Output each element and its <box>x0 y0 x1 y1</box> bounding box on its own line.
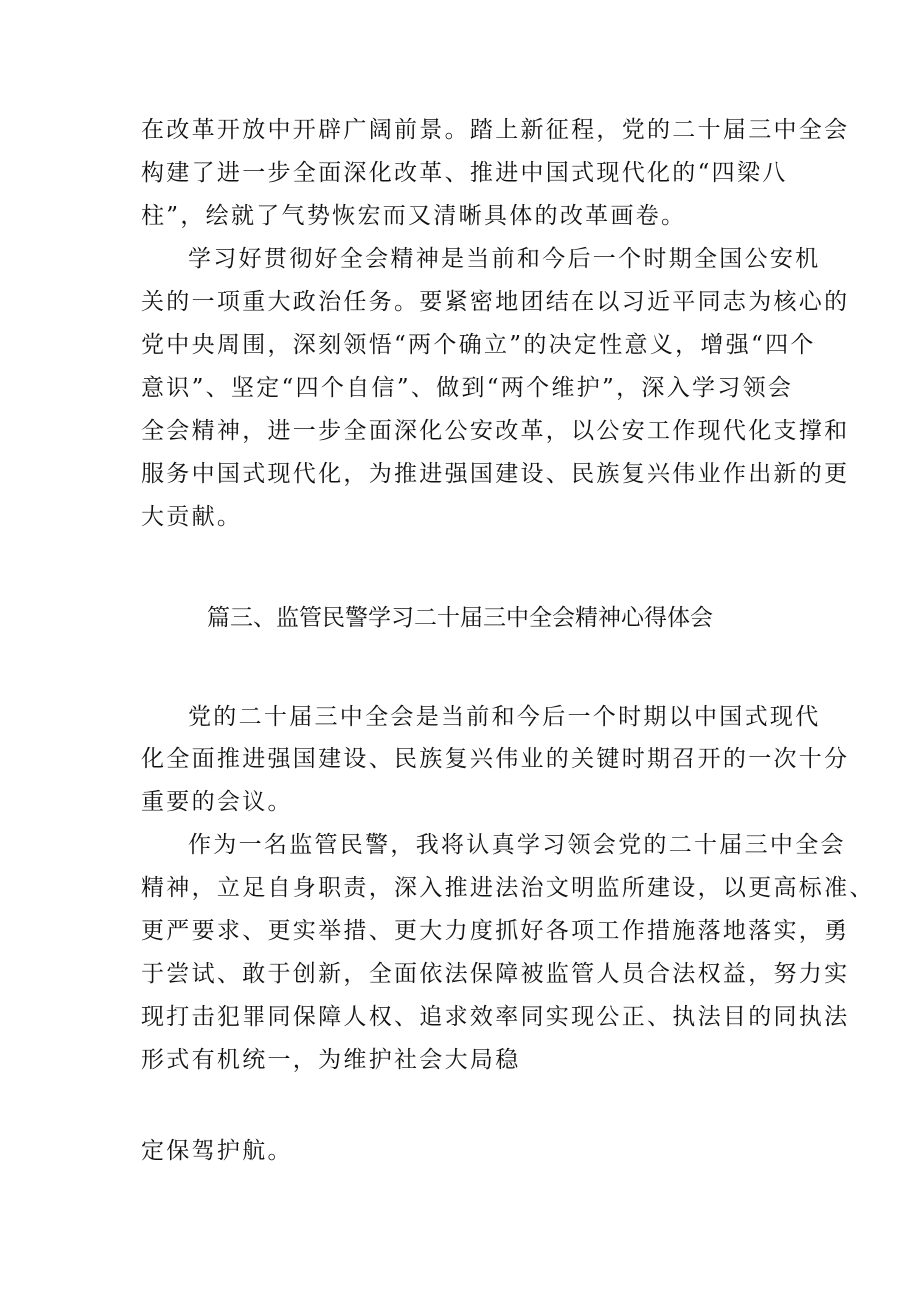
text-line: 柱”，绘就了气势恢宏而又清晰具体的改革画卷。 <box>141 203 687 229</box>
text-line: 意识”、坚定“四个自信”、做到“两个维护”，深入学习领会 <box>141 375 794 401</box>
text-line: 学习好贯彻好全会精神是当前和今后一个时期全国公安机 <box>188 246 821 272</box>
text-line: 重要的会议。 <box>141 789 293 815</box>
text-line: 全会精神，进一步全面深化公安改革，以公安工作现代化支撑和 <box>141 418 850 444</box>
text-line: 作为一名监管民警，我将认真学习领会党的二十届三中全会 <box>188 832 846 858</box>
text-line: 现打击犯罪同保障人权、追求效率同实现公正、执法目的同执法 <box>141 1004 850 1030</box>
text-line: 构建了进一步全面深化改革、推进中国式现代化的“四梁八 <box>141 160 788 186</box>
text-line: 关的一项重大政治任务。要紧密地团结在以习近平同志为核心的 <box>141 289 850 315</box>
trailing-text-line: 定保驾护航。 <box>141 1138 293 1164</box>
text-line: 更严要求、更实举措、更大力度抓好各项工作措施落地落实，勇 <box>141 918 850 944</box>
text-line: 大贡献。 <box>141 504 243 530</box>
text-line: 于尝试、敢于创新，全面依法保障被监管人员合法权益，努力实 <box>141 961 850 987</box>
text-line: 形式有机统一，为维护社会大局稳 <box>141 1047 521 1073</box>
text-line: 在改革开放中开辟广阔前景。踏上新征程，党的二十届三中全会 <box>141 117 850 143</box>
text-line: 党的二十届三中全会是当前和今后一个时期以中国式现代 <box>188 704 821 730</box>
text-line: 精神，立足自身职责，深入推进法治文明监所建设，以更高标准、 <box>141 875 875 901</box>
section-title: 篇三、监管民警学习二十届三中全会精神心得体会 <box>207 605 713 631</box>
text-line: 服务中国式现代化，为推进强国建设、民族复兴伟业作出新的更 <box>141 461 850 487</box>
text-line: 党中央周围，深刻领悟“两个确立”的决定性意义，增强“四个 <box>141 332 816 358</box>
text-line: 化全面推进强国建设、民族复兴伟业的关键时期召开的一次十分 <box>141 746 850 772</box>
